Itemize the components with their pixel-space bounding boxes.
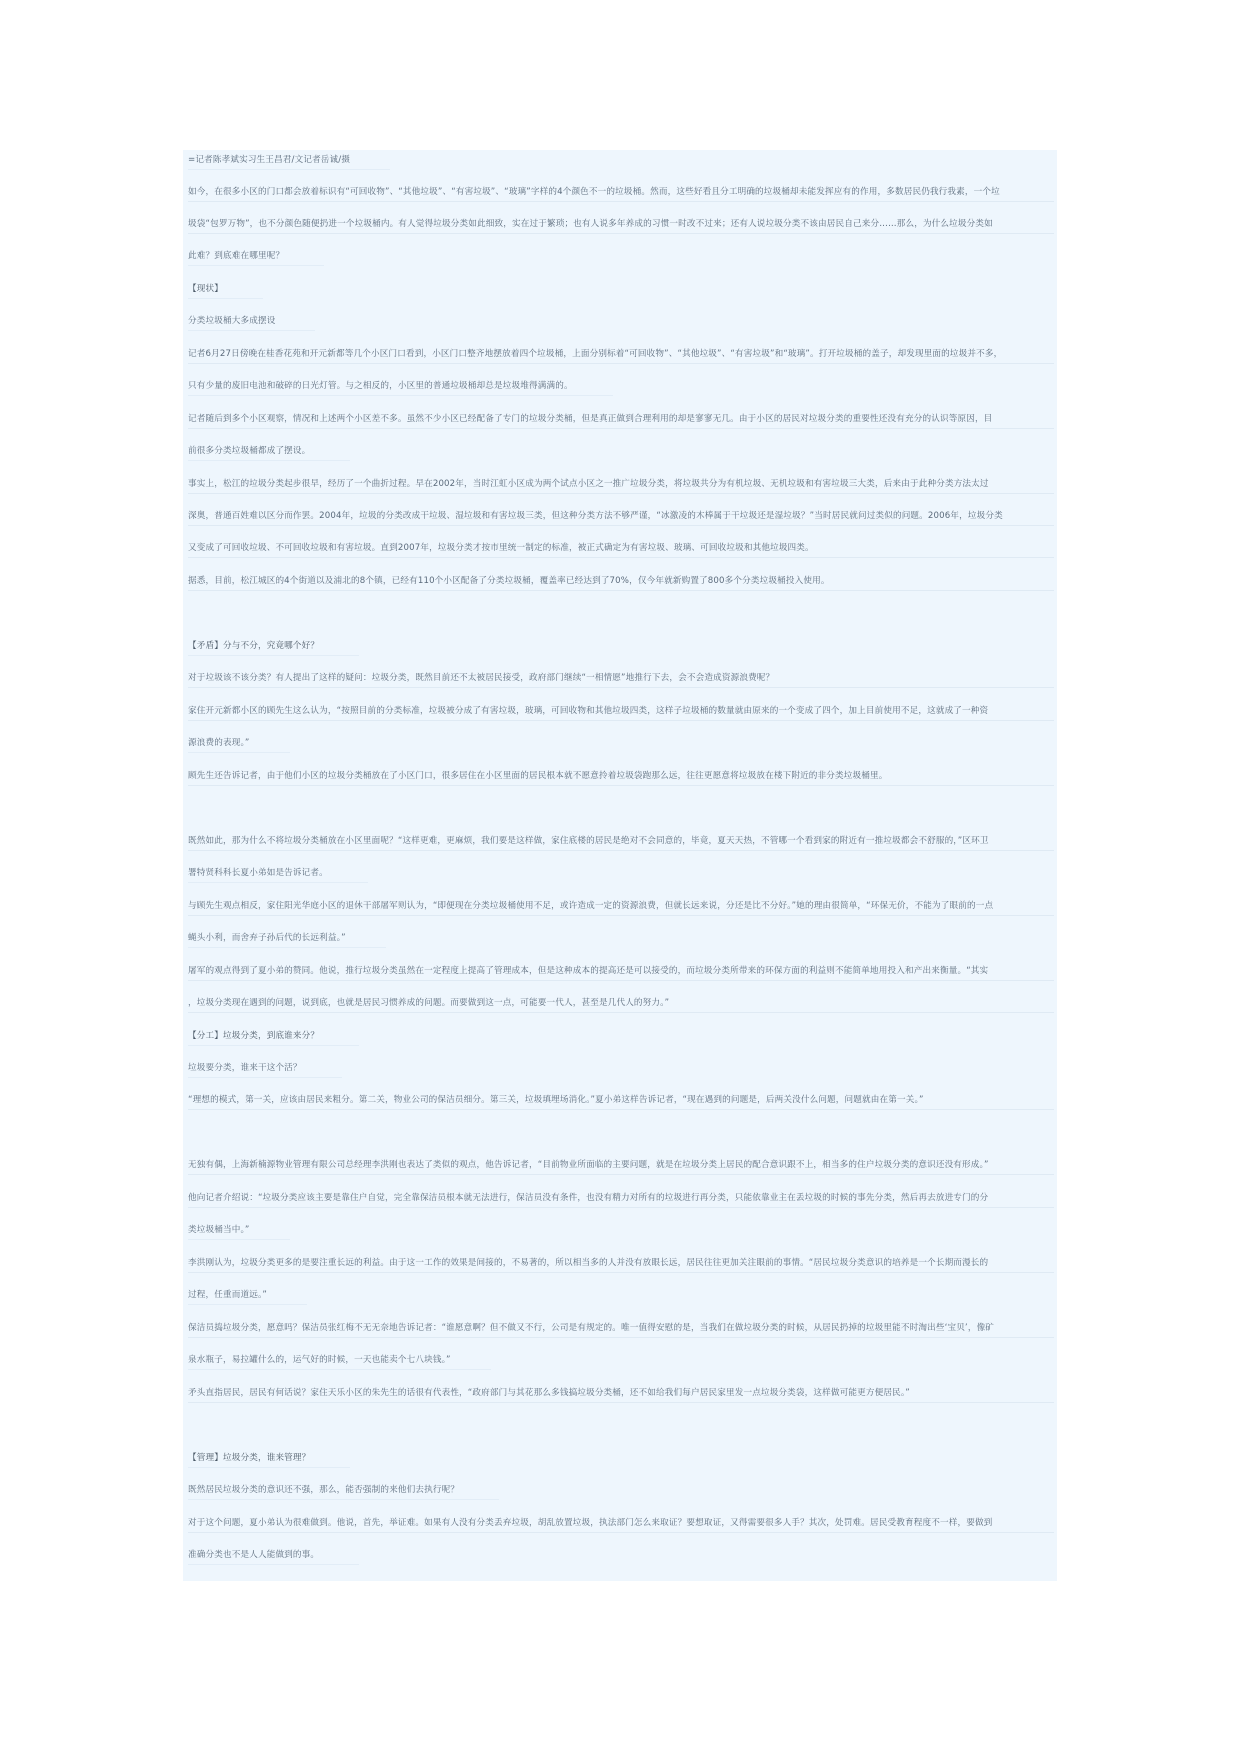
paragraph-line: 与顾先生观点相反，家住阳光华庭小区的退休干部屠军则认为，“即便现在分类垃圾桶使用不足，或许造成一定的资源浪费，但就长远来说，分还是比不分好。”她的理由很简单，“环保无价，不能为了眼前的一点 [188,898,1054,916]
paragraph-line: ，垃圾分类现在遇到的问题，说到底，也就是居民习惯养成的问题。而要做到这一点，可能要一代人，甚至是几代人的努力。” [188,995,1054,1013]
paragraph-line: 对于垃圾该不该分类？有人提出了这样的疑问：垃圾分类，既然目前还不太被居民接受，政府部门继续“一相情愿”地推行下去，会不会造成资源浪费呢？ [188,670,1054,688]
paragraph-line: 记者6月27日傍晚在桂香花苑和开元新都等几个小区门口看到，小区门口整齐地摆放着四个垃圾桶，上面分别标着“可回收物”、“其他垃圾”、“有害垃圾”和“玻璃”。打开垃圾桶的盖子，却发现里面的垃圾并不多， [188,346,1054,364]
paragraph-line: 蝇头小利，而舍弃子孙后代的长远利益。” [188,930,386,948]
paragraph-line: 家住开元新都小区的顾先生这么认为，“按照目前的分类标准，垃圾被分成了有害垃圾，玻璃，可回收物和其他垃圾四类，这样子垃圾桶的数量就由原来的一个变成了四个，加上目前使用不足，这就成了一种资 [188,703,1054,721]
paragraph-line: 矛头直指居民，居民有何话说？家住天乐小区的朱先生的话很有代表性，“政府部门与其花那么多钱搞垃圾分类桶，还不如给我们每户居民家里发一点垃圾分类袋，这样做可能更方便居民。” [188,1385,1054,1403]
paragraph-line: 事实上，松江的垃圾分类起步很早，经历了一个曲折过程。早在2002年，当时江虹小区成为两个试点小区之一推广垃圾分类，将垃圾共分为有机垃圾、无机垃圾和有害垃圾三大类，后来由于此种分类方法太过 [188,476,1054,494]
article-byline: =记者陈孝斌实习生王昌君/文记者岳诚/摄 [188,152,390,170]
paragraph-line: 对于这个问题，夏小弟认为很难做到。他说，首先，举证难。如果有人没有分类丢弃垃圾，胡乱放置垃圾，执法部门怎么来取证？要想取证，又得需要很多人手？其次，处罚难。居民受教育程度不一样，要做到 [188,1515,1054,1533]
paragraph-line: 李洪刚认为，垃圾分类更多的是要注重长远的利益。由于这一工作的效果是间接的，不易著的，所以相当多的人并没有放眼长远，居民往往更加关注眼前的事情。“居民垃圾分类意识的培养是一个长期而漫长的 [188,1255,1054,1273]
paragraph-line: 既然如此，那为什么不将垃圾分类桶放在小区里面呢？“这样更难，更麻烦，我们要是这样做，家住底楼的居民是绝对不会同意的，毕竟，夏天天热，不管哪一个看到家的附近有一推垃圾都会不舒服的，”区环卫 [188,833,1054,851]
paragraph-line: 记者随后到多个小区观察，情况和上述两个小区差不多。虽然不少小区已经配备了专门的垃圾分类桶，但是真正做到合理利用的却是寥寥无几。由于小区的居民对垃圾分类的重要性还没有充分的认识等原因，目 [188,411,1054,429]
paragraph-line: 他向记者介绍说：“垃圾分类应该主要是靠住户自觉，完全靠保洁员根本就无法进行，保洁员没有条件，也没有精力对所有的垃圾进行再分类，只能依靠业主在丢垃圾的时候的事先分类，然后再去放进专门的分 [188,1190,1054,1208]
paragraph-line: 保洁员捣垃圾分类，愿意吗？保洁员张红梅不无无奈地告诉记者：“谁愿意啊？但不做又不行，公司是有规定的。唯一值得安慰的是，当我们在做垃圾分类的时候，从居民扔掉的垃圾里能不时淘出些‘宝贝’，像矿 [188,1320,1054,1338]
paragraph-line: “理想的模式，第一关，应该由居民来粗分。第二关，物业公司的保洁员细分。第三关，垃圾填埋场消化。”夏小弟这样告诉记者，“现在遇到的问题是，后两关没什么问题，问题就由在第一关。” [188,1092,1054,1110]
section-subheading: 分类垃圾桶大多成摆设 [188,313,315,331]
paragraph-line: 圾袋“包罗万物”，也不分颜色随便扔进一个垃圾桶内。有人觉得垃圾分类如此细致，实在过于繁琐；也有人说多年养成的习惯一时改不过来；还有人说垃圾分类不该由居民自己来分……那么，为什么垃圾分类如 [188,216,1054,234]
section-heading-conflict: 【矛盾】分与不分，究竟哪个好？ [188,638,359,656]
section-heading-management: 【管理】垃圾分类，谁来管理？ [188,1450,350,1468]
paragraph-line: 过程，任重而道远。” [188,1287,307,1305]
paragraph-line: 屠军的观点得到了夏小弟的赞同。他说，推行垃圾分类虽然在一定程度上提高了管理成本，但是这种成本的提高还是可以接受的，而垃圾分类所带来的环保方面的利益则不能简单地用投入和产出来衡量。“其实 [188,963,1054,981]
paragraph-line: 类垃圾桶当中。” [188,1222,290,1240]
paragraph-line: 准确分类也不是人人能做到的事。 [188,1547,359,1565]
paragraph-line: 署特贤科科长夏小弟如是告诉记者。 [188,865,368,883]
section-heading-status: 【现状】 [188,281,263,299]
paragraph-line: 据悉，目前，松江城区的4个街道以及浦北的8个镇，已经有110个小区配备了分类垃圾桶，覆盖率已经达到了70%，仅今年就新购置了800多个分类垃圾桶投入使用。 [188,573,1054,591]
paragraph-line: 此难？到底难在哪里呢？ [188,248,324,266]
paragraph-line: 前很多分类垃圾桶都成了摆设。 [188,443,350,461]
paragraph-line: 又变成了可回收垃圾、不可回收垃圾和有害垃圾。直到2007年，垃圾分类才按市里统一制定的标准，被正式确定为有害垃圾、玻璃、可回收垃圾和其他垃圾四类。 [188,540,1054,558]
paragraph-line: 泉水瓶子，易拉罐什么的，运气好的时候，一天也能卖个七八块钱。” [188,1352,491,1370]
paragraph-line: 顾先生还告诉记者，由于他们小区的垃圾分类桶放在了小区门口，很多居住在小区里面的居民根本就不愿意拎着垃圾袋跑那么远，往往更愿意将垃圾放在楼下附近的非分类垃圾桶里。 [188,768,1054,786]
paragraph-line: 源浪费的表现。” [188,735,290,753]
section-heading-division: 【分工】垃圾分类，到底谁来分？ [188,1028,359,1046]
paragraph-line: 深奥，普通百姓难以区分而作罢。2004年，垃圾的分类改成干垃圾、湿垃圾和有害垃圾三类，但这种分类方法不够严谨，“冰激凌的木棒属于干垃圾还是湿垃圾？”当时居民就问过类似的问题。2006年，垃圾分类 [188,508,1054,526]
paragraph-line: 既然居民垃圾分类的意识还不强，那么，能否强制的来他们去执行呢？ [188,1482,499,1500]
paragraph-line: 无独有偶，上海新楠源物业管理有限公司总经理李洪刚也表达了类似的观点，他告诉记者，“目前物业所面临的主要问题，就是在垃圾分类上居民的配合意识跟不上，相当多的住户垃圾分类的意识还没有形成。” [188,1157,1054,1175]
paragraph-line: 如今，在很多小区的门口都会放着标识有“可回收物”、“其他垃圾”、“有害垃圾”、“玻璃”字样的4个颜色不一的垃圾桶。然而，这些好看且分工明确的垃圾桶却未能发挥应有的作用，多数居民仍我行我素，一个垃 [188,184,1054,202]
paragraph-line: 垃圾要分类，谁来干这个活？ [188,1060,342,1078]
paragraph-line: 只有少量的废旧电池和破碎的日光灯管。与之相反的，小区里的普通垃圾桶却总是垃圾堆得满满的。 [188,378,613,396]
